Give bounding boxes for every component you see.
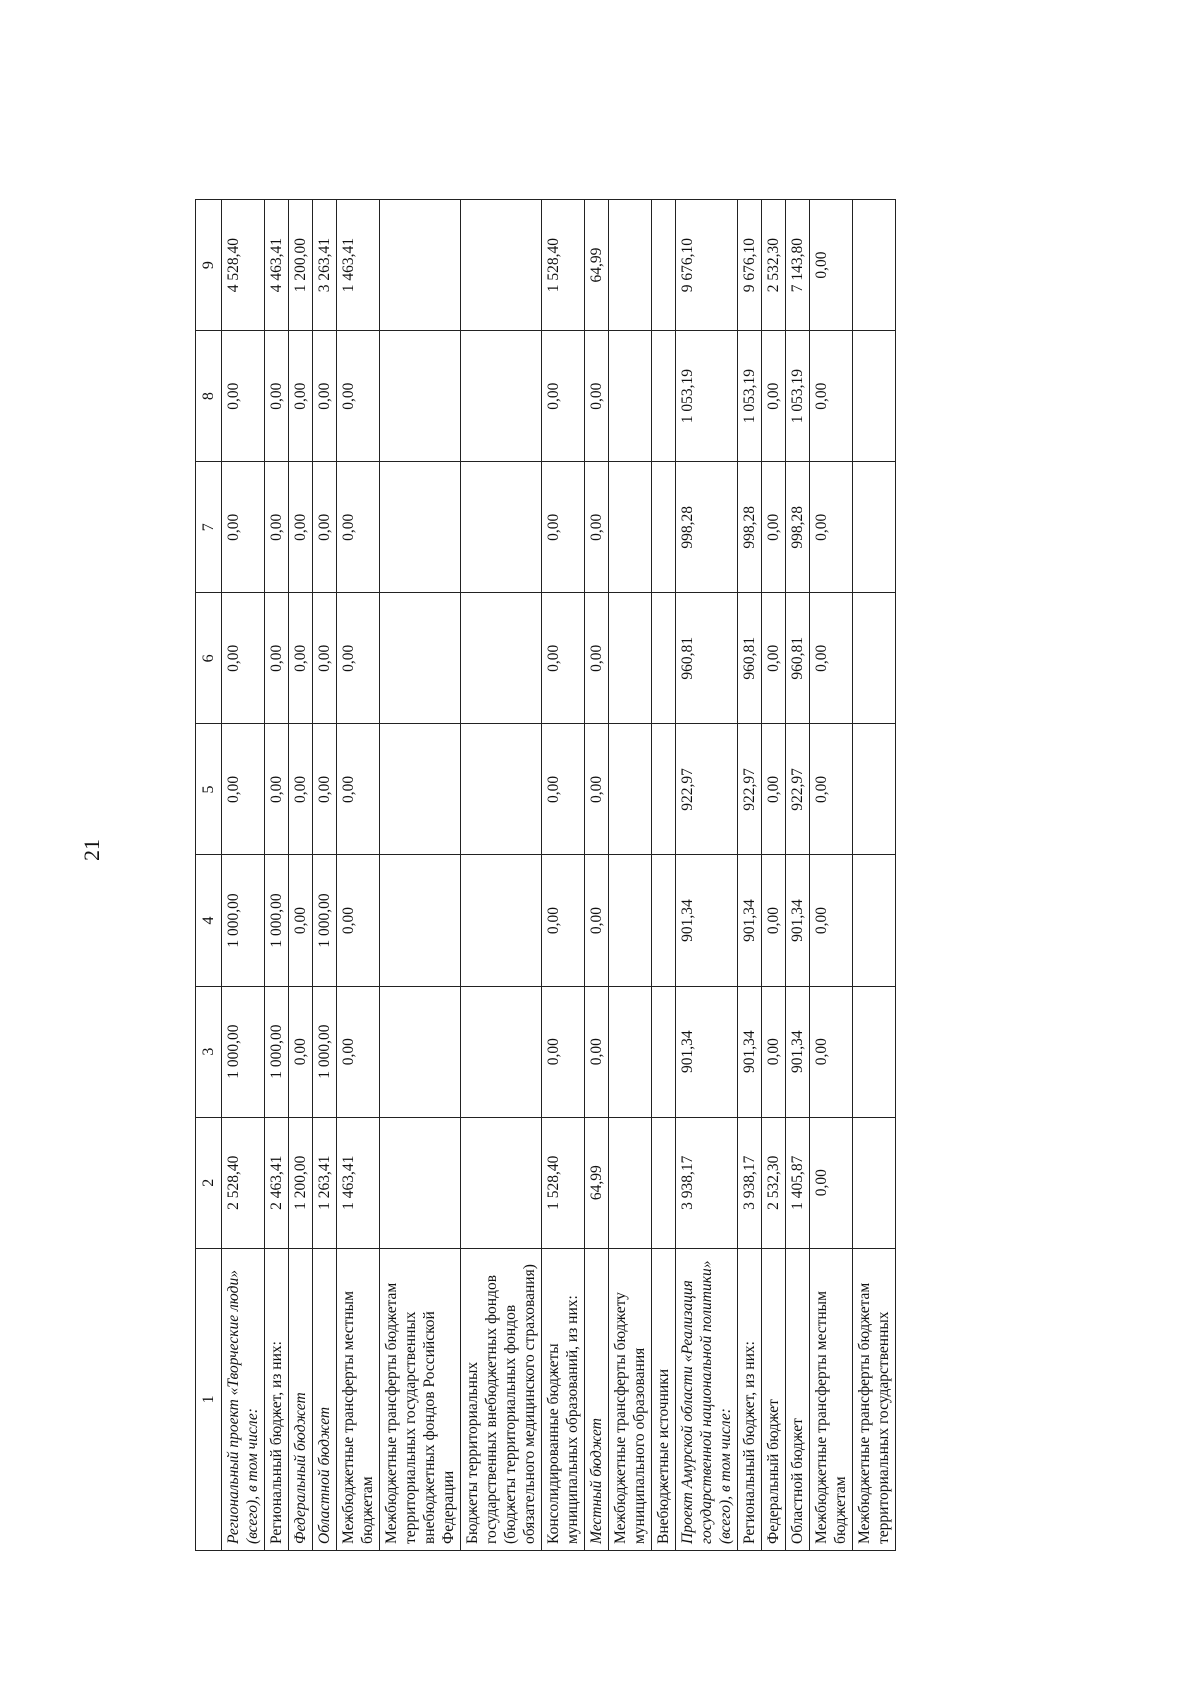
cell-value <box>609 855 652 986</box>
table-row <box>810 200 853 1551</box>
table-row <box>289 200 313 1551</box>
cell-value <box>380 855 461 986</box>
cell-value: 0,00 <box>337 462 380 593</box>
cell-value: 0,00 <box>810 462 853 593</box>
cell-value: 0,00 <box>542 855 585 986</box>
cell-value: 0,00 <box>337 986 380 1117</box>
cell-value <box>853 855 896 986</box>
cell-value: 0,00 <box>762 724 786 855</box>
cell-value: 998,28 <box>676 462 738 593</box>
cell-value <box>461 986 542 1117</box>
table-header-row <box>196 200 222 1551</box>
cell-value: 998,28 <box>786 462 810 593</box>
cell-value: 0,00 <box>542 331 585 462</box>
cell-value <box>380 724 461 855</box>
row-label: Региональный бюджет, из них: <box>738 1248 762 1550</box>
cell-value: 1 405,87 <box>786 1117 810 1248</box>
cell-value <box>853 331 896 462</box>
table-row <box>542 200 585 1551</box>
cell-value <box>652 331 676 462</box>
column-header-7: 7 <box>196 462 222 593</box>
cell-value: 0,00 <box>810 724 853 855</box>
cell-value: 0,00 <box>810 986 853 1117</box>
cell-value <box>652 200 676 331</box>
cell-value: 0,00 <box>585 462 609 593</box>
cell-value: 0,00 <box>337 331 380 462</box>
row-label: Региональный проект «Творческие люди» (всего), в том числе: <box>222 1248 265 1550</box>
row-label: Консолидированные бюджеты муниципальных образований, из них: <box>542 1248 585 1550</box>
row-label: Межбюджетные трансферты бюджетам территориальных государственных внебюджетных фондов Российской Федерации <box>380 1248 461 1550</box>
cell-value: 2 532,30 <box>762 1117 786 1248</box>
cell-value: 1 053,19 <box>738 331 762 462</box>
cell-value: 1 528,40 <box>542 200 585 331</box>
cell-value: 1 463,41 <box>337 200 380 331</box>
table-row <box>337 200 380 1551</box>
table-row <box>652 200 676 1551</box>
row-label: Межбюджетные трансферты местным бюджетам <box>810 1248 853 1550</box>
cell-value: 0,00 <box>810 1117 853 1248</box>
cell-value: 1 000,00 <box>313 986 337 1117</box>
cell-value: 960,81 <box>738 593 762 724</box>
cell-value: 2 528,40 <box>222 1117 265 1248</box>
cell-value: 960,81 <box>786 593 810 724</box>
page-number: 21 <box>79 839 104 861</box>
cell-value <box>853 724 896 855</box>
table-row <box>786 200 810 1551</box>
column-header-3: 3 <box>196 986 222 1117</box>
cell-value <box>652 1117 676 1248</box>
cell-value: 1 200,00 <box>289 1117 313 1248</box>
cell-value: 901,34 <box>676 855 738 986</box>
cell-value: 0,00 <box>313 331 337 462</box>
cell-value: 901,34 <box>738 986 762 1117</box>
table-row <box>380 200 461 1551</box>
cell-value: 0,00 <box>762 462 786 593</box>
table-row <box>853 200 896 1551</box>
cell-value <box>461 593 542 724</box>
cell-value: 2 532,30 <box>762 200 786 331</box>
row-label: Внебюджетные источники <box>652 1248 676 1550</box>
cell-value: 922,97 <box>738 724 762 855</box>
cell-value: 0,00 <box>585 593 609 724</box>
row-label: Региональный бюджет, из них: <box>265 1248 289 1550</box>
table-row <box>762 200 786 1551</box>
cell-value: 0,00 <box>313 462 337 593</box>
cell-value: 0,00 <box>222 331 265 462</box>
cell-value: 0,00 <box>289 593 313 724</box>
column-header-9: 9 <box>196 200 222 331</box>
cell-value: 0,00 <box>222 462 265 593</box>
cell-value <box>609 593 652 724</box>
cell-value: 0,00 <box>542 462 585 593</box>
cell-value <box>609 462 652 593</box>
cell-value: 3 263,41 <box>313 200 337 331</box>
cell-value: 1 000,00 <box>222 855 265 986</box>
cell-value: 0,00 <box>542 986 585 1117</box>
cell-value <box>853 200 896 331</box>
cell-value: 64,99 <box>585 1117 609 1248</box>
cell-value: 960,81 <box>676 593 738 724</box>
cell-value <box>652 855 676 986</box>
row-label: Областной бюджет <box>313 1248 337 1550</box>
table-row <box>222 200 265 1551</box>
cell-value: 0,00 <box>289 855 313 986</box>
cell-value: 0,00 <box>265 724 289 855</box>
cell-value <box>652 986 676 1117</box>
cell-value <box>380 462 461 593</box>
cell-value: 0,00 <box>762 986 786 1117</box>
cell-value: 0,00 <box>810 331 853 462</box>
cell-value: 0,00 <box>810 593 853 724</box>
cell-value: 0,00 <box>762 331 786 462</box>
cell-value <box>380 1117 461 1248</box>
cell-value <box>853 986 896 1117</box>
cell-value: 1 053,19 <box>786 331 810 462</box>
cell-value: 1 000,00 <box>265 855 289 986</box>
cell-value: 0,00 <box>313 724 337 855</box>
cell-value <box>461 331 542 462</box>
table-row <box>609 200 652 1551</box>
row-label: Межбюджетные трансферты бюджету муниципального образования <box>609 1248 652 1550</box>
cell-value <box>853 1117 896 1248</box>
cell-value: 0,00 <box>313 593 337 724</box>
table-row <box>585 200 609 1551</box>
row-label: Бюджеты территориальных государственных внебюджетных фондов (бюджеты территориальных фондов обязательного медицинского страхования) <box>461 1248 542 1550</box>
cell-value: 0,00 <box>585 855 609 986</box>
row-label: Проект Амурской области «Реализация государственной национальной политики» (всего), в том числе: <box>676 1248 738 1550</box>
cell-value: 9 676,10 <box>676 200 738 331</box>
cell-value <box>461 200 542 331</box>
cell-value <box>380 986 461 1117</box>
table-row <box>265 200 289 1551</box>
cell-value: 922,97 <box>676 724 738 855</box>
cell-value: 0,00 <box>289 986 313 1117</box>
cell-value: 0,00 <box>762 593 786 724</box>
cell-value: 0,00 <box>810 200 853 331</box>
cell-value: 0,00 <box>542 724 585 855</box>
budget-table <box>195 199 896 1551</box>
cell-value: 0,00 <box>810 855 853 986</box>
cell-value <box>609 724 652 855</box>
cell-value: 7 143,80 <box>786 200 810 331</box>
cell-value: 0,00 <box>762 855 786 986</box>
cell-value: 0,00 <box>585 724 609 855</box>
cell-value: 1 463,41 <box>337 1117 380 1248</box>
cell-value <box>380 200 461 331</box>
cell-value <box>609 200 652 331</box>
cell-value: 0,00 <box>222 593 265 724</box>
cell-value <box>609 1117 652 1248</box>
cell-value: 64,99 <box>585 200 609 331</box>
column-header-8: 8 <box>196 331 222 462</box>
column-header-2: 2 <box>196 1117 222 1248</box>
table-row <box>461 200 542 1551</box>
cell-value: 0,00 <box>337 724 380 855</box>
cell-value <box>652 593 676 724</box>
cell-value: 901,34 <box>676 986 738 1117</box>
cell-value: 1 528,40 <box>542 1117 585 1248</box>
cell-value: 0,00 <box>289 724 313 855</box>
cell-value <box>461 462 542 593</box>
row-label: Межбюджетные трансферты местным бюджетам <box>337 1248 380 1550</box>
cell-value <box>853 462 896 593</box>
row-label: Межбюджетные трансферты бюджетам территориальных государственных <box>853 1248 896 1550</box>
cell-value: 998,28 <box>738 462 762 593</box>
cell-value: 1 000,00 <box>313 855 337 986</box>
cell-value <box>380 593 461 724</box>
cell-value: 4 463,41 <box>265 200 289 331</box>
table-row <box>313 200 337 1551</box>
cell-value: 0,00 <box>222 724 265 855</box>
cell-value: 4 528,40 <box>222 200 265 331</box>
budget-table-container <box>195 199 1065 1551</box>
cell-value: 922,97 <box>786 724 810 855</box>
cell-value: 0,00 <box>289 331 313 462</box>
column-header-1: 1 <box>196 1248 222 1550</box>
table-body <box>222 200 896 1551</box>
cell-value: 3 938,17 <box>738 1117 762 1248</box>
cell-value <box>609 986 652 1117</box>
cell-value: 0,00 <box>265 331 289 462</box>
cell-value <box>853 593 896 724</box>
column-header-4: 4 <box>196 855 222 986</box>
cell-value: 0,00 <box>542 593 585 724</box>
cell-value <box>461 855 542 986</box>
cell-value: 0,00 <box>265 593 289 724</box>
cell-value: 1 263,41 <box>313 1117 337 1248</box>
cell-value <box>461 724 542 855</box>
column-header-5: 5 <box>196 724 222 855</box>
cell-value: 0,00 <box>337 855 380 986</box>
cell-value: 1 000,00 <box>265 986 289 1117</box>
cell-value: 0,00 <box>585 331 609 462</box>
row-label: Областной бюджет <box>786 1248 810 1550</box>
cell-value <box>609 331 652 462</box>
cell-value: 2 463,41 <box>265 1117 289 1248</box>
table-row <box>738 200 762 1551</box>
cell-value: 0,00 <box>289 462 313 593</box>
cell-value: 1 200,00 <box>289 200 313 331</box>
cell-value: 0,00 <box>337 593 380 724</box>
cell-value: 3 938,17 <box>676 1117 738 1248</box>
cell-value <box>461 1117 542 1248</box>
cell-value: 0,00 <box>585 986 609 1117</box>
cell-value: 901,34 <box>786 855 810 986</box>
cell-value: 0,00 <box>265 462 289 593</box>
row-label: Федеральный бюджет <box>289 1248 313 1550</box>
cell-value <box>652 724 676 855</box>
cell-value: 901,34 <box>786 986 810 1117</box>
cell-value: 1 053,19 <box>676 331 738 462</box>
cell-value: 901,34 <box>738 855 762 986</box>
cell-value <box>652 462 676 593</box>
column-header-6: 6 <box>196 593 222 724</box>
table-row <box>676 200 738 1551</box>
row-label: Местный бюджет <box>585 1248 609 1550</box>
cell-value: 9 676,10 <box>738 200 762 331</box>
cell-value: 1 000,00 <box>222 986 265 1117</box>
cell-value <box>380 331 461 462</box>
row-label: Федеральный бюджет <box>762 1248 786 1550</box>
